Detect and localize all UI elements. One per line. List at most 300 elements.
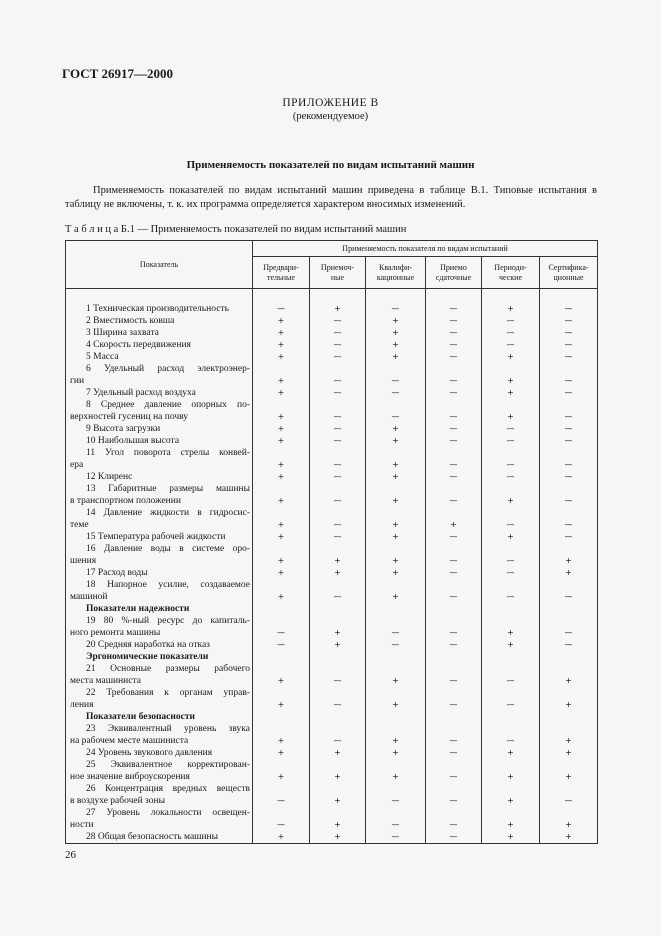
group-heading-row: [66, 711, 598, 723]
indicator-name: 25 Эквивалентное корректирован-: [66, 759, 253, 771]
applicability-mark: +: [540, 735, 598, 747]
applicability-mark: [540, 447, 598, 459]
applicability-mark: [482, 399, 540, 411]
applicability-mark: [253, 363, 310, 375]
applicability-mark: [426, 399, 482, 411]
table-row: [66, 795, 598, 807]
indicator-name: машиной: [66, 591, 253, 603]
applicability-mark: [253, 579, 310, 591]
applicability-mark: [426, 447, 482, 459]
table-row: [66, 519, 598, 531]
indicator-name: 27 Уровень локальности освещен-: [66, 807, 253, 819]
applicability-mark: —: [540, 639, 598, 651]
applicability-mark: +: [366, 351, 426, 363]
applicability-mark: —: [540, 471, 598, 483]
applicability-mark: —: [310, 699, 366, 711]
indicator-name: ности: [66, 819, 253, 831]
applicability-mark: —: [366, 819, 426, 831]
applicability-mark: —: [310, 675, 366, 687]
group-heading: Показатели безопасности: [66, 711, 253, 723]
applicability-mark: [426, 507, 482, 519]
applicability-mark: —: [426, 459, 482, 471]
applicability-mark: [366, 363, 426, 375]
applicability-mark: [253, 783, 310, 795]
applicability-mark: [482, 615, 540, 627]
applicability-mark: —: [426, 555, 482, 567]
applicability-mark: +: [253, 555, 310, 567]
applicability-mark: +: [366, 531, 426, 543]
applicability-mark: [310, 399, 366, 411]
applicability-mark: [253, 807, 310, 819]
applicability-mark: [310, 723, 366, 735]
applicability-mark: +: [366, 327, 426, 339]
empty-cell: [310, 651, 366, 663]
column-header-line: Приемоч-: [320, 262, 355, 272]
applicability-mark: +: [310, 567, 366, 579]
indicator-name: 4 Скорость передвижения: [66, 339, 253, 351]
applicability-mark: [426, 615, 482, 627]
applicability-mark: —: [426, 747, 482, 759]
applicability-mark: —: [426, 303, 482, 315]
applicability-mark: —: [310, 591, 366, 603]
indicator-name: 16 Давление воды в системе оро-: [66, 543, 253, 555]
indicator-name: ления: [66, 699, 253, 711]
applicability-mark: +: [253, 519, 310, 531]
applicability-mark: [482, 663, 540, 675]
table-row: [66, 747, 598, 759]
applicability-mark: +: [253, 567, 310, 579]
applicability-mark: —: [540, 795, 598, 807]
applicability-mark: +: [540, 819, 598, 831]
applicability-mark: [482, 723, 540, 735]
applicability-mark: —: [426, 471, 482, 483]
applicability-mark: —: [540, 327, 598, 339]
empty-cell: [540, 711, 598, 723]
applicability-mark: +: [366, 315, 426, 327]
applicability-mark: —: [426, 627, 482, 639]
applicability-mark: [253, 759, 310, 771]
table-row: [66, 351, 598, 363]
applicability-mark: +: [310, 819, 366, 831]
applicability-mark: +: [253, 831, 310, 844]
applicability-mark: —: [482, 591, 540, 603]
indicator-name: 19 80 %-ный ресурс до капиталь-: [66, 615, 253, 627]
applicability-mark: +: [366, 459, 426, 471]
applicability-mark: —: [253, 819, 310, 831]
table-row: [66, 591, 598, 603]
applicability-mark: —: [366, 411, 426, 423]
applicability-mark: —: [482, 675, 540, 687]
table-row: [66, 447, 598, 459]
group-heading-row: [66, 603, 598, 615]
indicator-name: 5 Масса: [66, 351, 253, 363]
applicability-mark: +: [253, 699, 310, 711]
indicator-name: 23 Эквивалентный уровень звука: [66, 723, 253, 735]
applicability-mark: —: [426, 387, 482, 399]
applicability-mark: —: [426, 795, 482, 807]
applicability-mark: +: [482, 819, 540, 831]
indicator-name: 13 Габаритные размеры машины: [66, 483, 253, 495]
table-row: [66, 435, 598, 447]
column-header-line: ческие: [498, 272, 523, 282]
applicability-mark: —: [253, 303, 310, 315]
indicator-name: места машиниста: [66, 675, 253, 687]
applicability-mark: —: [482, 423, 540, 435]
applicability-mark: [366, 483, 426, 495]
applicability-mark: —: [482, 567, 540, 579]
indicator-name: 26 Концентрация вредных веществ: [66, 783, 253, 795]
column-header-line: тельные: [267, 272, 295, 282]
applicability-mark: +: [366, 435, 426, 447]
applicability-mark: —: [426, 819, 482, 831]
indicator-name: 12 Клиренс: [66, 471, 253, 483]
applicability-mark: —: [540, 351, 598, 363]
applicability-mark: —: [482, 519, 540, 531]
test-type-column-header: [366, 257, 426, 289]
applicability-mark: +: [366, 519, 426, 531]
applicability-mark: —: [540, 411, 598, 423]
empty-cell: [253, 651, 310, 663]
applicability-mark: —: [310, 471, 366, 483]
applicability-mark: +: [253, 471, 310, 483]
applicability-mark: [310, 543, 366, 555]
applicability-mark: —: [310, 435, 366, 447]
indicator-name: 14 Давление жидкости в гидросис-: [66, 507, 253, 519]
table-row: [66, 399, 598, 411]
applicability-mark: [426, 543, 482, 555]
applicability-mark: [310, 615, 366, 627]
applicability-mark: +: [253, 675, 310, 687]
applicability-mark: +: [540, 771, 598, 783]
table-row: [66, 555, 598, 567]
applicability-mark: [426, 483, 482, 495]
applicability-mark: —: [540, 591, 598, 603]
applicability-mark: +: [253, 375, 310, 387]
applicability-mark: [253, 399, 310, 411]
column-header-line: ционные: [553, 272, 584, 282]
applicability-mark: —: [426, 327, 482, 339]
empty-cell: [366, 711, 426, 723]
applicability-mark: [540, 615, 598, 627]
table-row: [66, 303, 598, 315]
applicability-mark: —: [540, 339, 598, 351]
applicability-mark: +: [253, 411, 310, 423]
table-row: [66, 339, 598, 351]
applicability-mark: +: [310, 639, 366, 651]
applicability-mark: [482, 807, 540, 819]
applicability-mark: —: [310, 411, 366, 423]
applicability-mark: —: [366, 375, 426, 387]
applicability-mark: [310, 363, 366, 375]
applicability-mark: —: [482, 339, 540, 351]
table-row: [66, 723, 598, 735]
applicability-mark: [366, 399, 426, 411]
indicator-name: на рабочем месте машиниста: [66, 735, 253, 747]
applicability-mark: —: [482, 555, 540, 567]
applicability-mark: [366, 807, 426, 819]
applicability-mark: [482, 759, 540, 771]
table-row: [66, 783, 598, 795]
empty-cell: [366, 651, 426, 663]
table-row: [66, 543, 598, 555]
table-row: [66, 327, 598, 339]
applicability-mark: —: [310, 423, 366, 435]
table-row: [66, 639, 598, 651]
table-row: [66, 807, 598, 819]
applicability-mark: [426, 807, 482, 819]
applicability-mark: —: [366, 627, 426, 639]
applicability-mark: [540, 783, 598, 795]
column-header-line: кационные: [376, 272, 415, 282]
table-row: [66, 363, 598, 375]
applicability-mark: [366, 507, 426, 519]
table-row: [66, 663, 598, 675]
applicability-mark: —: [426, 411, 482, 423]
group-heading-row: [66, 651, 598, 663]
indicator-name: 21 Основные размеры рабочего: [66, 663, 253, 675]
applicability-mark: +: [366, 771, 426, 783]
applicability-mark: +: [310, 303, 366, 315]
empty-cell: [310, 711, 366, 723]
empty-cell: [482, 651, 540, 663]
indicator-name: 20 Средняя наработка на отказ: [66, 639, 253, 651]
applicability-mark: —: [426, 351, 482, 363]
empty-cell: [426, 651, 482, 663]
applicability-mark: —: [540, 303, 598, 315]
applicability-mark: —: [310, 519, 366, 531]
applicability-mark: +: [253, 771, 310, 783]
applicability-mark: +: [366, 747, 426, 759]
test-type-column-header: [540, 257, 598, 289]
indicator-name: верхностей гусениц на почву: [66, 411, 253, 423]
applicability-mark: [310, 687, 366, 699]
indicator-name: шения: [66, 555, 253, 567]
table-row: [66, 375, 598, 387]
indicator-name: ного ремонта машины: [66, 627, 253, 639]
applicability-mark: +: [482, 495, 540, 507]
applicability-mark: —: [482, 327, 540, 339]
applicability-mark: —: [540, 627, 598, 639]
applicability-mark: —: [366, 795, 426, 807]
table-row: [66, 819, 598, 831]
applicability-mark: +: [253, 339, 310, 351]
applicability-mark: [253, 663, 310, 675]
applicability-mark: [540, 723, 598, 735]
applicability-mark: +: [482, 639, 540, 651]
applicability-mark: +: [482, 531, 540, 543]
applicability-mark: —: [310, 531, 366, 543]
table-row: [66, 387, 598, 399]
table-row: [66, 507, 598, 519]
indicator-name: 10 Наибольшая высота: [66, 435, 253, 447]
column-header-line: Квалифи-: [378, 262, 413, 272]
empty-cell: [366, 603, 426, 615]
applicability-mark: —: [426, 591, 482, 603]
applicability-mark: [426, 759, 482, 771]
applicability-mark: —: [540, 387, 598, 399]
applicability-mark: [253, 687, 310, 699]
applicability-mark: [482, 483, 540, 495]
applicability-mark: [310, 483, 366, 495]
applicability-mark: [253, 615, 310, 627]
applicability-mark: [540, 399, 598, 411]
empty-cell: [482, 603, 540, 615]
applicability-mark: +: [482, 627, 540, 639]
table-row: [66, 771, 598, 783]
applicability-mark: +: [540, 831, 598, 844]
applicability-mark: —: [366, 831, 426, 844]
applicability-mark: [540, 807, 598, 819]
indicator-name: гии: [66, 375, 253, 387]
applicability-mark: [253, 543, 310, 555]
applicability-mark: +: [540, 699, 598, 711]
empty-cell: [426, 711, 482, 723]
applicability-mark: —: [482, 699, 540, 711]
applicability-mark: [482, 507, 540, 519]
applicability-mark: +: [366, 699, 426, 711]
applicability-mark: —: [253, 795, 310, 807]
applicability-mark: [310, 807, 366, 819]
applicability-mark: +: [482, 303, 540, 315]
applicability-mark: +: [310, 627, 366, 639]
test-type-column-header: [482, 257, 540, 289]
applicability-mark: —: [426, 639, 482, 651]
applicability-mark: +: [253, 423, 310, 435]
applicability-mark: —: [426, 771, 482, 783]
applicability-mark: —: [310, 735, 366, 747]
applicability-mark: +: [366, 555, 426, 567]
column-header-line: Предвари-: [263, 262, 299, 272]
applicability-mark: —: [426, 495, 482, 507]
table-row: [66, 531, 598, 543]
applicability-mark: +: [482, 411, 540, 423]
applicability-mark: [366, 447, 426, 459]
applicability-mark: +: [540, 567, 598, 579]
applicability-mark: +: [482, 387, 540, 399]
indicator-name: теме: [66, 519, 253, 531]
applicability-mark: [366, 687, 426, 699]
applicability-mark: —: [540, 531, 598, 543]
table-row: [66, 423, 598, 435]
table-row: [66, 759, 598, 771]
applicability-mark: [310, 447, 366, 459]
applicability-mark: —: [482, 471, 540, 483]
applicability-mark: —: [482, 315, 540, 327]
applicability-mark: [366, 759, 426, 771]
test-type-column-header: [426, 257, 482, 289]
applicability-mark: —: [426, 699, 482, 711]
applicability-mark: +: [253, 495, 310, 507]
table-row: [66, 735, 598, 747]
applicability-mark: [253, 723, 310, 735]
empty-cell: [253, 711, 310, 723]
applicability-mark: —: [482, 459, 540, 471]
indicator-name: 28 Общая безопасность машины: [66, 831, 253, 844]
applicability-mark: [482, 363, 540, 375]
applicability-mark: [482, 579, 540, 591]
applicability-mark: —: [540, 315, 598, 327]
table-row: [66, 471, 598, 483]
applicability-mark: +: [253, 315, 310, 327]
applicability-mark: —: [310, 315, 366, 327]
applicability-mark: [540, 543, 598, 555]
applicability-mark: [540, 363, 598, 375]
indicator-name: 1 Техническая производительность: [66, 303, 253, 315]
applicability-mark: [366, 783, 426, 795]
applicability-mark: —: [310, 339, 366, 351]
test-type-column-header: [253, 257, 310, 289]
applicability-mark: [482, 687, 540, 699]
applicability-mark: [426, 363, 482, 375]
applicability-mark: +: [540, 747, 598, 759]
applicability-mark: —: [426, 735, 482, 747]
applicability-mark: —: [426, 375, 482, 387]
test-type-column-header: [310, 257, 366, 289]
table-row: [66, 675, 598, 687]
applicability-mark: +: [540, 555, 598, 567]
table-row: [66, 495, 598, 507]
applicability-mark: [253, 507, 310, 519]
indicator-name: 18 Напорное усилие, создаваемое: [66, 579, 253, 591]
applicability-mark: +: [540, 675, 598, 687]
indicator-name: ное значение виброускорения: [66, 771, 253, 783]
applicability-mark: [426, 687, 482, 699]
indicator-name: 15 Температура рабочей жидкости: [66, 531, 253, 543]
applicability-mark: +: [482, 375, 540, 387]
group-heading: Показатели надежности: [66, 603, 253, 615]
applicability-mark: +: [366, 495, 426, 507]
applicability-mark: +: [482, 351, 540, 363]
table-row: [66, 567, 598, 579]
applicability-mark: [253, 483, 310, 495]
empty-cell: [482, 711, 540, 723]
applicability-mark: [366, 543, 426, 555]
indicator-name: 3 Ширина захвата: [66, 327, 253, 339]
applicability-mark: —: [426, 435, 482, 447]
applicability-mark: —: [310, 459, 366, 471]
test-types-group-header: Применяемость показателя по видам испытаний: [253, 241, 598, 257]
appendix-subtitle: (рекомендуемое): [292, 111, 369, 122]
indicator-name: 24 Уровень звукового давления: [66, 747, 253, 759]
applicability-mark: —: [426, 423, 482, 435]
applicability-mark: +: [366, 339, 426, 351]
applicability-mark: [366, 663, 426, 675]
applicability-mark: —: [426, 531, 482, 543]
table-row: [66, 315, 598, 327]
empty-cell: [540, 603, 598, 615]
applicability-mark: [426, 663, 482, 675]
applicability-mark: +: [366, 423, 426, 435]
applicability-mark: —: [426, 339, 482, 351]
table-row: [66, 411, 598, 423]
applicability-mark: —: [253, 627, 310, 639]
applicability-mark: +: [366, 567, 426, 579]
applicability-mark: —: [540, 375, 598, 387]
applicability-mark: +: [366, 471, 426, 483]
indicator-column-header: Показатель: [66, 241, 253, 289]
applicability-mark: +: [366, 591, 426, 603]
applicability-mark: +: [253, 351, 310, 363]
empty-cell: [540, 651, 598, 663]
applicability-mark: —: [366, 387, 426, 399]
indicator-name: 22 Требования к органам управ-: [66, 687, 253, 699]
applicability-mark: —: [540, 459, 598, 471]
applicability-mark: [426, 723, 482, 735]
empty-cell: [253, 603, 310, 615]
applicability-mark: [366, 615, 426, 627]
applicability-mark: [540, 663, 598, 675]
applicability-mark: [253, 447, 310, 459]
